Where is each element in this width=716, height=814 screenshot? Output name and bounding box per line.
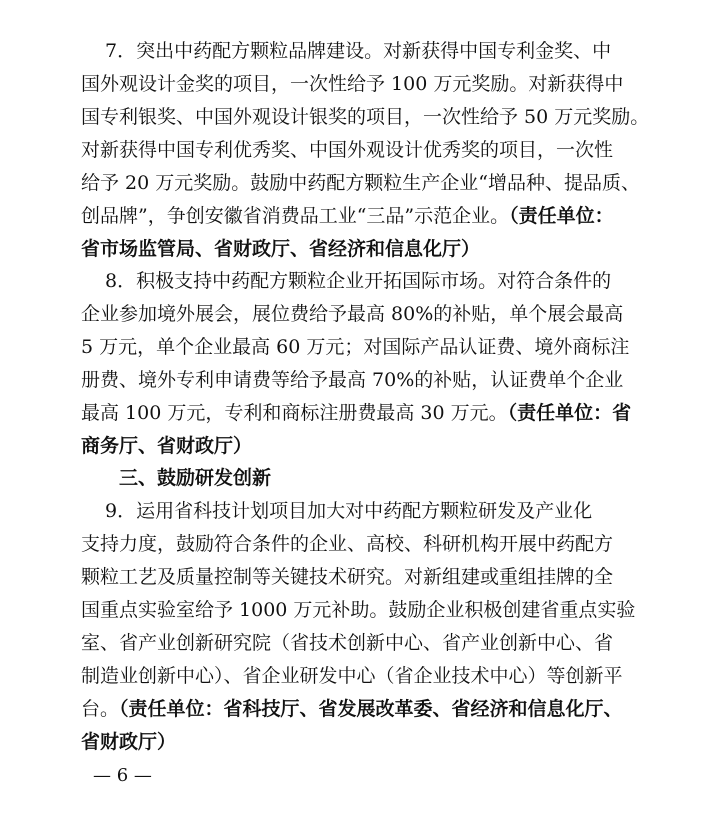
paragraph-7-line-3: 国专利银奖、中国外观设计银奖的项目，一次性给予 50 万元奖励。: [81, 106, 650, 128]
paragraph-9-responsibility-start: （责任单位：省科技厅、省发展改革委、省经济和信息化厅、: [119, 698, 623, 720]
paragraph-8-line-5: [81, 398, 641, 428]
paragraph-8-line-5-text: 最高 100 万元，专利和商标注册费最高 30 万元。: [81, 402, 508, 424]
paragraph-9-line-4: 国重点实验室给予 1000 万元补助。鼓励企业积极创建省重点实验: [81, 599, 636, 621]
paragraph-7-line-6-text: 创品牌”，争创安徽省消费品工业“三品”示范企业。: [81, 205, 510, 227]
paragraph-7-line-6: [81, 201, 641, 231]
section-heading: 三、鼓励研发创新: [119, 467, 272, 489]
paragraph-9-line-2: 支持力度，鼓励符合条件的企业、高校、科研机构开展中药配方: [81, 533, 614, 555]
paragraph-8-line-3: 5 万元，单个企业最高 60 万元；对国际产品认证费、境外商标注: [81, 336, 630, 358]
paragraph-7-line-5: 给予 20 万元奖励。鼓励中药配方颗粒生产企业“增品种、提品质、: [81, 172, 640, 194]
paragraph-8-line-1: 8．积极支持中药配方颗粒企业开拓国际市场。对符合条件的: [105, 270, 612, 292]
paragraph-9-responsibility: 省财政厅）: [81, 731, 177, 753]
paragraph-9-line-7: [81, 694, 641, 724]
paragraph-9-line-5: 室、省产业创新研究院（省技术创新中心、省产业创新中心、省: [81, 632, 614, 654]
page-number: — 6 —: [93, 765, 152, 786]
paragraph-8-responsibility: 商务厅、省财政厅）: [81, 435, 253, 457]
paragraph-8-responsibility-start: （责任单位：省: [507, 402, 632, 424]
paragraph-8-line-2: 企业参加境外展会，展位费给予最高 80%的补贴，单个展会最高: [81, 303, 624, 325]
paragraph-7-line-1: 7．突出中药配方颗粒品牌建设。对新获得中国专利金奖、中: [105, 40, 612, 62]
paragraph-9-line-3: 颗粒工艺及质量控制等关键技术研究。对新组建或重组挂牌的全: [81, 566, 614, 588]
paragraph-7-line-2: 国外观设计金奖的项目，一次性给予 100 万元奖励。对新获得中: [81, 73, 624, 95]
paragraph-7-responsibility-start: （责任单位：: [509, 205, 614, 227]
paragraph-9-line-6: 制造业创新中心）、省企业研发中心（省企业技术中心）等创新平: [81, 665, 623, 687]
paragraph-7-responsibility: 省市场监管局、省财政厅、省经济和信息化厅）: [81, 238, 481, 260]
paragraph-7-line-4: 对新获得中国专利优秀奖、中国外观设计优秀奖的项目，一次性: [81, 139, 614, 161]
paragraph-8-line-4: 册费、境外专利申请费等给予最高 70%的补贴，认证费单个企业: [81, 369, 624, 391]
paragraph-9-line-1: 9．运用省科技计划项目加大对中药配方颗粒研发及产业化: [105, 500, 593, 522]
paragraph-9-line-7-text: 台。: [81, 698, 120, 720]
